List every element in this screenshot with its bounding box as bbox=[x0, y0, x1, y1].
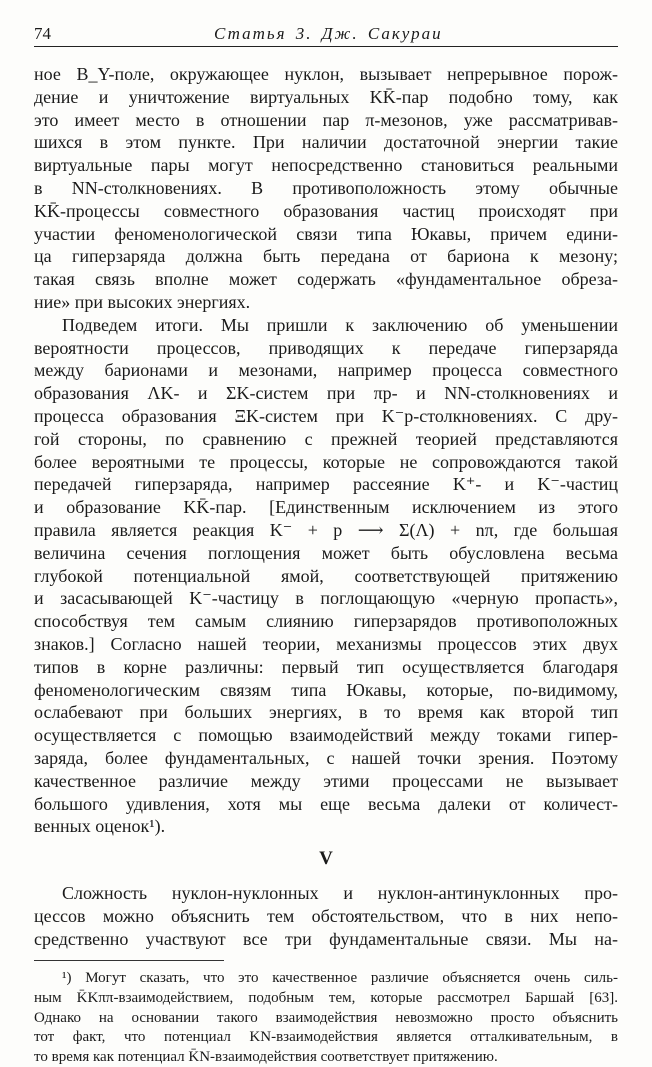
text-line: такая связь вполне может содержать «фундаментальное обреза- bbox=[34, 269, 618, 290]
footnote-line: Однако на основании такого взаимодействия невозможно просто объяснить bbox=[34, 1009, 618, 1026]
paragraph bbox=[34, 882, 618, 950]
text-line: и засасывающей K⁻-частицу в поглощающую «черную пропасть», bbox=[34, 588, 618, 609]
text-line: процесса образования ΞK-систем при K⁻p-столкновениях. С дру- bbox=[34, 405, 618, 426]
text-line: феноменологическим связям типа Юкавы, которые, по-видимому, bbox=[34, 679, 618, 700]
text-line: способствуя тем самым слиянию гиперзарядов противоположных bbox=[34, 611, 618, 632]
text-line: ослабевают при больших энергиях, в то время как второй тип bbox=[34, 702, 618, 723]
text-line: шихся в этом пункте. При наличии достаточной энергии такие bbox=[34, 132, 618, 153]
text-line: венных оценок¹). bbox=[34, 816, 166, 837]
text-line: глубокой потенциальной ямой, соответствующей притяжению bbox=[34, 565, 618, 586]
text-line: большого удивления, хотя мы еще весьма далеки от количест- bbox=[34, 793, 618, 814]
footnote-line: то время как потенциал K̄N-взаимодействия соответствует притяжению. bbox=[34, 1048, 498, 1065]
text-line: Сложность нуклон-нуклонных и нуклон-антинуклонных про- bbox=[62, 883, 618, 904]
footnote-line: ным K̄Kππ-взаимодействием, подобным тем, которые рассмотрел Баршай [63]. bbox=[34, 990, 618, 1007]
text-line: образования ΛK- и ΣK-систем при πp- и NN-столкновениях и bbox=[34, 383, 618, 404]
text-line: гой стороны, по сравнению с прежней теорией представляются bbox=[34, 428, 618, 449]
footnote-line: ¹) Могут сказать, что это качественное различие объясняется очень силь- bbox=[62, 970, 618, 987]
text-line: правила является реакция K⁻ + p ⟶ Σ(Λ) + nπ, где большая bbox=[34, 519, 618, 540]
text-line: Подведем итоги. Мы пришли к заключению об уменьшении bbox=[62, 314, 618, 335]
text-line: заряда, более фундаментальных, с нашей точки зрения. Поэтому bbox=[34, 747, 618, 768]
section-heading: V bbox=[319, 848, 333, 870]
text-line: дение и уничтожение виртуальных KK̄-пар подобно тому, как bbox=[34, 86, 618, 107]
text-line: цессов можно объяснить тем обстоятельством, что в них непо- bbox=[34, 905, 618, 926]
text-line: качественное различие между этими процессами не вызывает bbox=[34, 770, 618, 791]
text-line: более вероятными те процессы, которые не сопровождаются такой bbox=[34, 451, 618, 472]
text-line: участии феноменологической связи типа Юкавы, причем едини- bbox=[34, 223, 618, 244]
paragraph bbox=[34, 314, 618, 838]
text-line: виртуальные пары могут непосредственно становиться реальными bbox=[34, 155, 618, 176]
text-line: ние» при высоких энергиях. bbox=[34, 291, 251, 312]
text-line: ца гиперзаряда должна быть передана от бариона к мезону; bbox=[34, 246, 618, 267]
text-line: между барионами и мезонами, например процесса совместного bbox=[34, 360, 618, 381]
text-line: передачей гиперзаряда, например рассеяние K⁺- и K⁻-частиц bbox=[34, 474, 618, 495]
text-line: осуществляется с помощью взаимодействий между токами гипер- bbox=[34, 725, 618, 746]
paragraph bbox=[34, 63, 618, 314]
text-line: это имеет место в отношении пар π-мезонов, уже рассматривав- bbox=[34, 109, 618, 130]
running-head: Статья 3. Дж. Сакураи bbox=[214, 24, 443, 43]
text-line: и образование KK̄-пар. [Единственным исключением из этого bbox=[34, 497, 618, 518]
text-line: средственно участвуют все три фундаментальные связи. Мы на- bbox=[34, 928, 618, 949]
text-line: типов в корне различны: первый тип осуществляется благодаря bbox=[34, 656, 618, 677]
text-line: в NN-столкновениях. В противоположность этому обычные bbox=[34, 177, 618, 198]
text-line: ное B_Y-поле, окружающее нуклон, вызывает непрерывное порож- bbox=[34, 64, 618, 84]
text-line: вероятности процессов, приводящих к передаче гиперзаряда bbox=[34, 337, 618, 358]
footnote-divider bbox=[34, 960, 224, 961]
text-line: величина сечения поглощения может быть обусловлена весьма bbox=[34, 542, 618, 563]
text-line: знаков.] Согласно нашей теории, механизмы процессов этих двух bbox=[34, 633, 618, 654]
page bbox=[34, 20, 618, 1067]
footnote bbox=[34, 969, 618, 1067]
footnote-line: тот факт, что потенциал KN-взаимодействия является отталкивательным, в bbox=[34, 1029, 618, 1046]
page-header bbox=[34, 20, 618, 47]
text-line: KK̄-процессы совместного образования частиц происходят при bbox=[34, 200, 618, 221]
page-number: 74 bbox=[34, 24, 51, 43]
body-text bbox=[34, 63, 618, 1067]
